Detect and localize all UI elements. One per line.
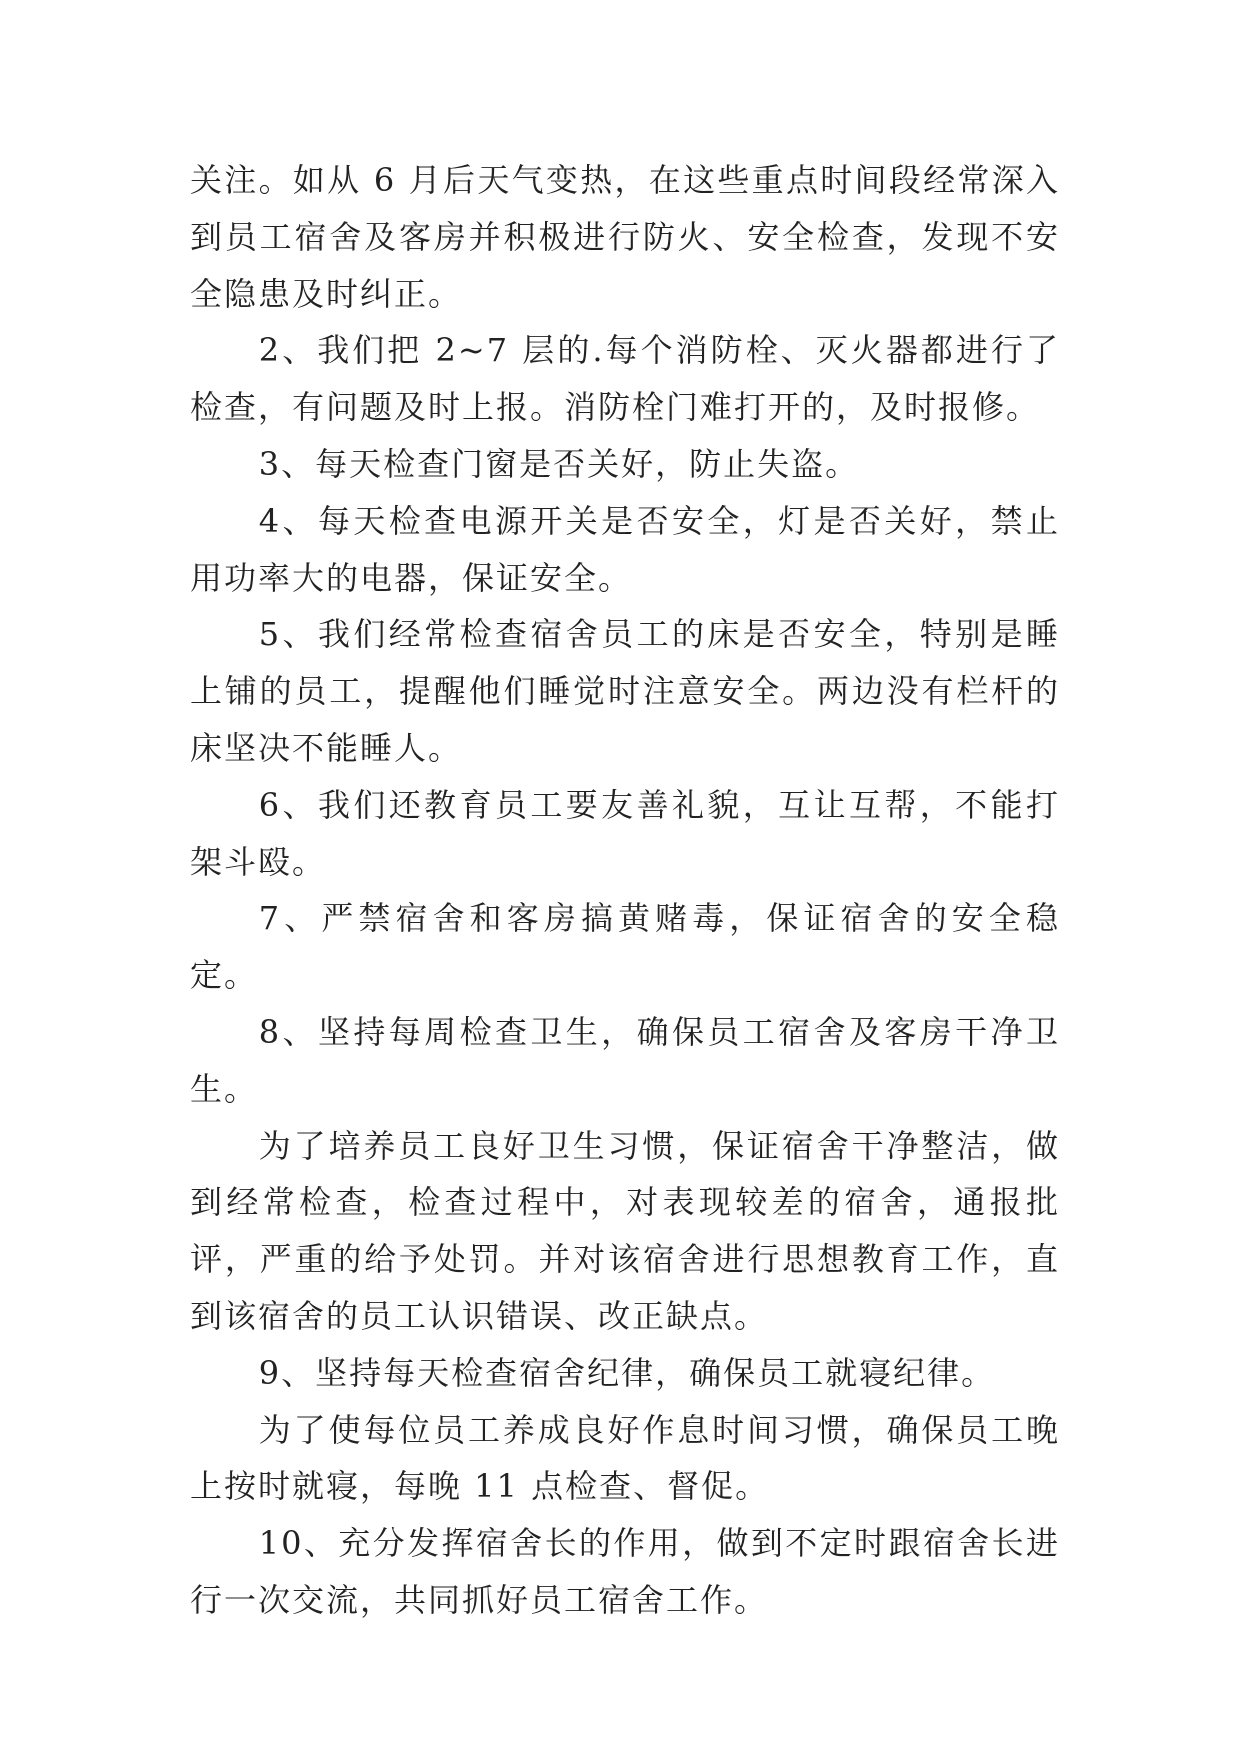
paragraph-hygiene-detail: 为了培养员工良好卫生习惯，保证宿舍干净整洁，做到经常检查，检查过程中，对表现较差的宿舍，通报批评，严重的给予处罚。并对该宿舍进行思想教育工作，直到该宿舍的员工认识错误、改正缺点。 [190, 1126, 1060, 1335]
paragraph-item-10: 10、充分发挥宿舍长的作用，做到不定时跟宿舍长进行一次交流，共同抓好员工宿舍工作。 [190, 1524, 1060, 1619]
paragraph-item-9: 9、坚持每天检查宿舍纪律，确保员工就寝纪律。 [258, 1353, 996, 1392]
paragraph-discipline-detail: 为了使每位员工养成良好作息时间习惯，确保员工晚上按时就寝，每晚 11 点检查、督促。 [190, 1410, 1060, 1506]
paragraph-item-7: 7、严禁宿舍和客房搞黄赌毒，保证宿舍的安全稳定。 [190, 899, 1060, 995]
paragraph-item-4: 4、每天检查电源开关是否安全，灯是否关好，禁止用功率大的电器，保证安全。 [190, 501, 1060, 597]
paragraph-item-5: 5、我们经常检查宿舍员工的床是否安全，特别是睡上铺的员工，提醒他们睡觉时注意安全。两边没有栏杆的床坚决不能睡人。 [190, 615, 1060, 767]
paragraph-item-3: 3、每天检查门窗是否关好，防止失盗。 [258, 444, 860, 483]
paragraph-item-6: 6、我们还教育员工要友善礼貌，互让互帮，不能打架斗殴。 [190, 785, 1060, 881]
paragraph-item-8: 8、坚持每周检查卫生，确保员工宿舍及客房干净卫生。 [190, 1012, 1060, 1108]
paragraph-continuation: 关注。如从 6 月后天气变热，在这些重点时间段经常深入到员工宿舍及客房并积极进行防火、安全检查，发现不安全隐患及时纠正。 [190, 161, 1060, 313]
document-body [190, 152, 1060, 1629]
paragraph-item-2: 2、我们把 2~7 层的.每个消防栓、灭火器都进行了检查，有问题及时上报。消防栓门难打开的，及时报修。 [190, 331, 1060, 427]
